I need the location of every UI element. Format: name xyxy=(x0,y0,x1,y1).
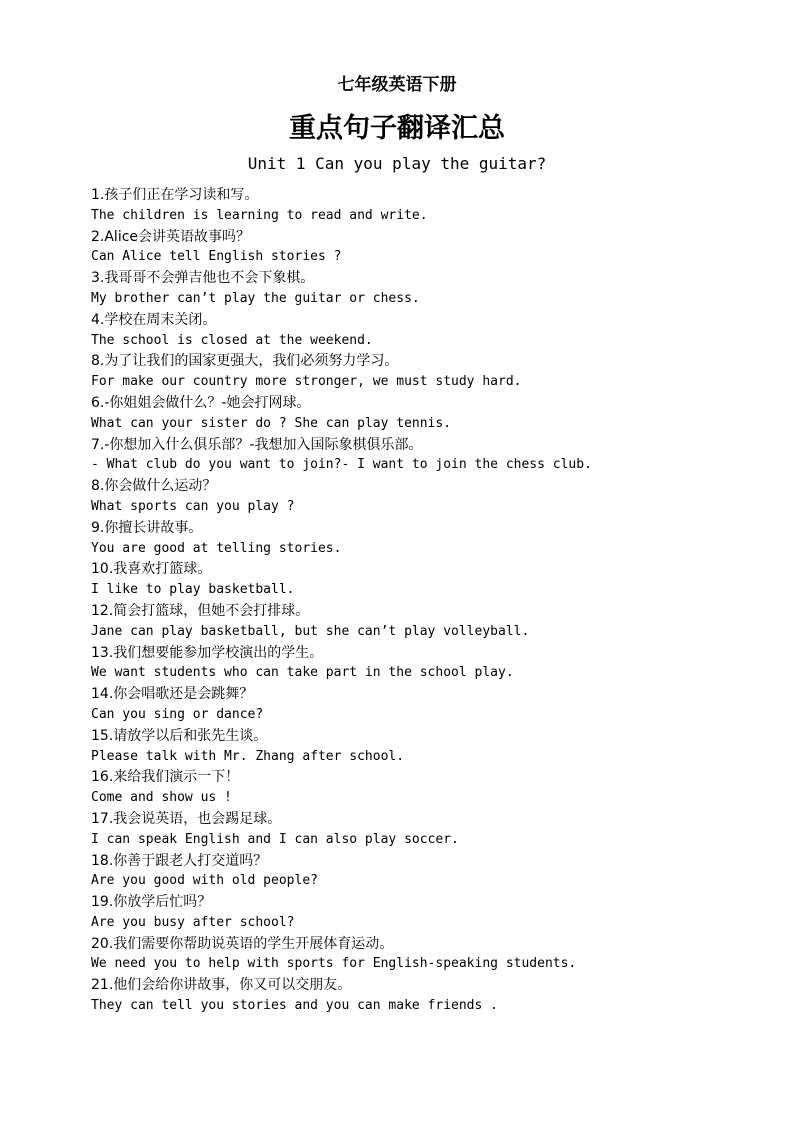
sentence-item xyxy=(91,975,771,1017)
chinese-sentence: 17.我会说英语，也会踢足球。 xyxy=(91,810,282,827)
chinese-sentence: 3.我哥哥不会弹吉他也不会下象棋。 xyxy=(91,270,315,287)
chinese-sentence: 19.你放学后忙吗？ xyxy=(91,894,212,911)
chinese-sentence: 21.他们会给你讲故事，你又可以交朋友。 xyxy=(91,977,352,994)
english-translation: Jane can play basketball, but she can’t play volleyball. xyxy=(91,623,530,639)
chinese-sentence: 8.你会做什么运动？ xyxy=(91,478,217,495)
english-translation: What can your sister do ? She can play tennis. xyxy=(91,415,452,431)
document-subtitle: 七年级英语下册 xyxy=(337,75,457,95)
chinese-sentence: 20.我们需要你帮助说英语的学生开展体育运动。 xyxy=(91,935,394,952)
chinese-sentence: 4.学校在周末关闭。 xyxy=(91,311,217,328)
chinese-sentence: 12.简会打篮球，但她不会打排球。 xyxy=(91,602,310,619)
sentence-item xyxy=(91,185,771,227)
chinese-sentence: 13.我们想要能参加学校演出的学生。 xyxy=(91,644,324,661)
english-translation: Can Alice tell English stories ? xyxy=(91,249,342,265)
sentence-item xyxy=(91,767,771,809)
sentence-item xyxy=(91,476,771,518)
english-translation: We need you to help with sports for English-speaking students. xyxy=(91,956,577,972)
sentence-item xyxy=(91,559,771,601)
english-translation: The school is closed at the weekend. xyxy=(91,332,373,348)
english-translation: The children is learning to read and write. xyxy=(91,207,428,223)
english-translation: I like to play basketball. xyxy=(91,582,295,598)
english-translation: Are you busy after school? xyxy=(91,914,295,930)
english-translation: You are good at telling stories. xyxy=(91,540,342,556)
chinese-sentence: 18.你善于跟老人打交道吗？ xyxy=(91,852,268,869)
english-translation: Come and show us ! xyxy=(91,790,232,806)
english-translation: Are you good with old people? xyxy=(91,873,318,889)
sentence-item xyxy=(91,518,771,560)
unit-heading: Unit 1 Can you play the guitar? xyxy=(247,154,547,173)
chinese-sentence: 15.请放学以后和张先生谈。 xyxy=(91,727,268,744)
chinese-sentence: 7.-你想加入什么俱乐部？-我想加入国际象棋俱乐部。 xyxy=(91,436,423,453)
chinese-sentence: 2.Alice会讲英语故事吗？ xyxy=(91,228,251,245)
sentence-item xyxy=(91,809,771,851)
sentence-item xyxy=(91,643,771,685)
english-translation: We want students who can take part in the school play. xyxy=(91,665,514,681)
english-translation: - What club do you want to join?- I want to join the chess club. xyxy=(91,457,592,473)
sentence-item xyxy=(91,934,771,976)
sentence-item xyxy=(91,310,771,352)
sentence-item xyxy=(91,851,771,893)
sentence-list xyxy=(91,185,771,1017)
sentence-item xyxy=(91,268,771,310)
document-title: 重点句子翻译汇总 xyxy=(289,113,505,144)
english-translation: They can tell you stories and you can make friends . xyxy=(91,998,498,1014)
english-translation: What sports can you play ? xyxy=(91,498,295,514)
english-translation: For make our country more stronger, we must study hard. xyxy=(91,374,522,390)
chinese-sentence: 1.孩子们正在学习读和写。 xyxy=(91,187,259,203)
chinese-sentence: 10.我喜欢打篮球。 xyxy=(91,561,212,578)
english-translation: I can speak English and I can also play soccer. xyxy=(91,831,459,847)
chinese-sentence: 8.为了让我们的国家更强大，我们必须努力学习。 xyxy=(91,353,399,370)
sentence-item xyxy=(91,435,771,477)
sentence-item xyxy=(91,351,771,393)
sentence-item xyxy=(91,227,771,269)
english-translation: My brother can’t play the guitar or chess. xyxy=(91,290,420,306)
chinese-sentence: 14.你会唱歌还是会跳舞？ xyxy=(91,686,254,703)
sentence-item xyxy=(91,684,771,726)
chinese-sentence: 9.你擅长讲故事。 xyxy=(91,519,203,536)
english-translation: Please talk with Mr. Zhang after school. xyxy=(91,748,405,764)
sentence-item xyxy=(91,726,771,768)
chinese-sentence: 6.-你姐姐会做什么？-她会打网球。 xyxy=(91,394,311,411)
chinese-sentence: 16.来给我们演示一下！ xyxy=(91,769,240,786)
sentence-item xyxy=(91,892,771,934)
english-translation: Can you sing or dance? xyxy=(91,706,264,722)
sentence-item xyxy=(91,601,771,643)
sentence-item xyxy=(91,393,771,435)
